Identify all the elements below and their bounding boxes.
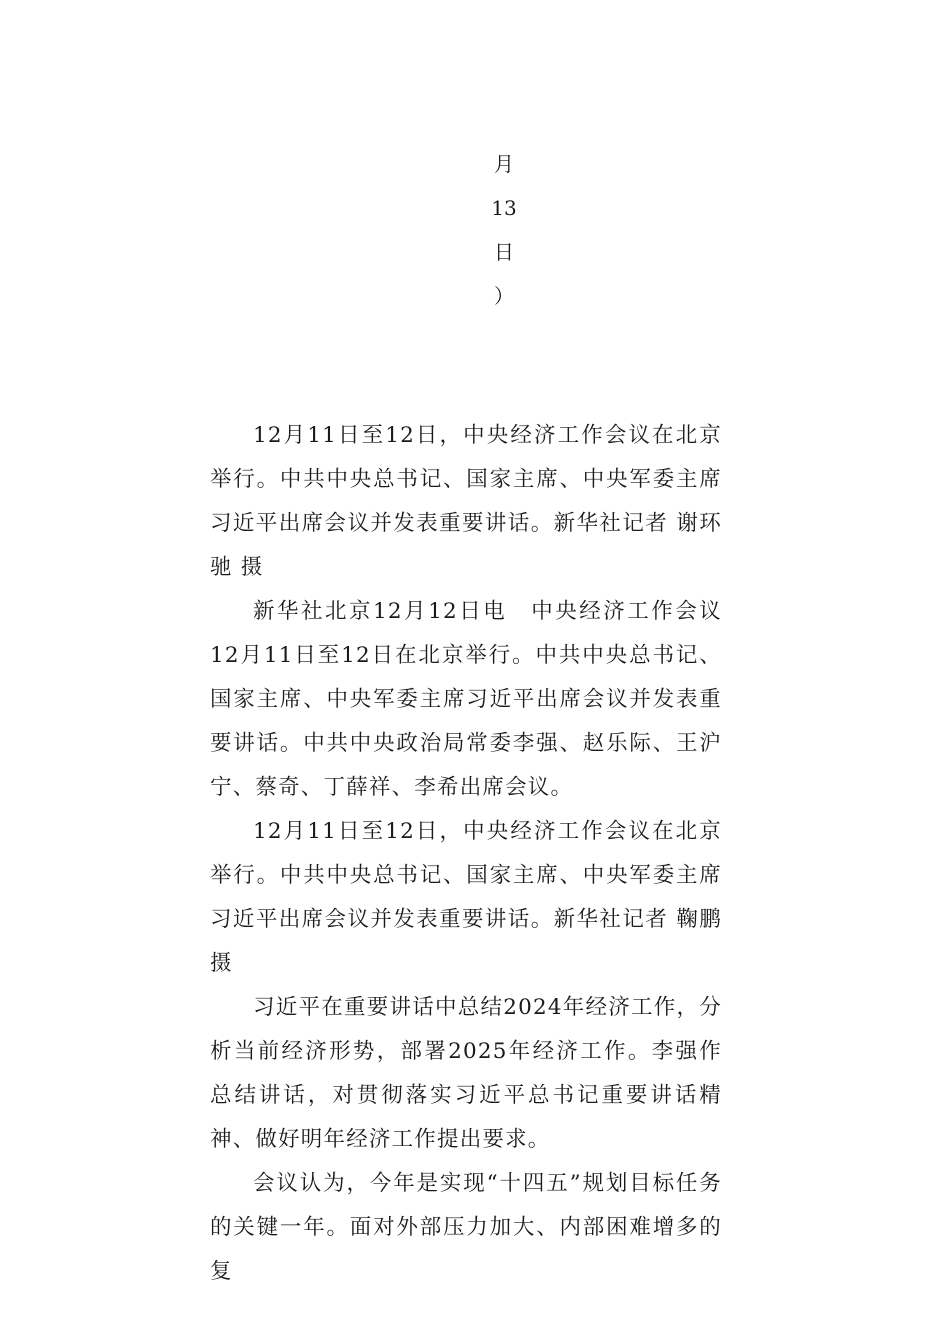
date-char-day-number: 13 — [491, 196, 517, 220]
date-char-close-paren: ） — [494, 284, 514, 308]
date-char-day: 日 — [494, 240, 514, 264]
article-body — [210, 414, 722, 1294]
date-char-month: 月 — [494, 152, 514, 176]
date-fragment-column — [480, 142, 528, 318]
news-lead-paragraph: 新华社北京12月12日电 中央经济工作会议12月11日至12日在北京举行。中共中央总书记、国家主席、中央军委主席习近平出席会议并发表重要讲话。中共中央政治局常委李强、赵乐际、王沪宁、蔡奇、丁薛祥、李希出席会议。 — [210, 599, 722, 800]
photo-caption-2: 12月11日至12日，中央经济工作会议在北京举行。中共中央总书记、国家主席、中央军委主席习近平出席会议并发表重要讲话。新华社记者 鞠鹏 摄 — [210, 819, 722, 976]
meeting-assessment-paragraph: 会议认为，今年是实现“十四五”规划目标任务的关键一年。面对外部压力加大、内部困难增多的复 — [210, 1171, 722, 1284]
photo-caption-1: 12月11日至12日，中央经济工作会议在北京举行。中共中央总书记、国家主席、中央军委主席习近平出席会议并发表重要讲话。新华社记者 谢环驰 摄 — [210, 423, 722, 580]
speech-summary-paragraph: 习近平在重要讲话中总结2024年经济工作，分析当前经济形势，部署2025年经济工作。李强作总结讲话，对贯彻落实习近平总书记重要讲话精神、做好明年经济工作提出要求。 — [210, 995, 722, 1152]
